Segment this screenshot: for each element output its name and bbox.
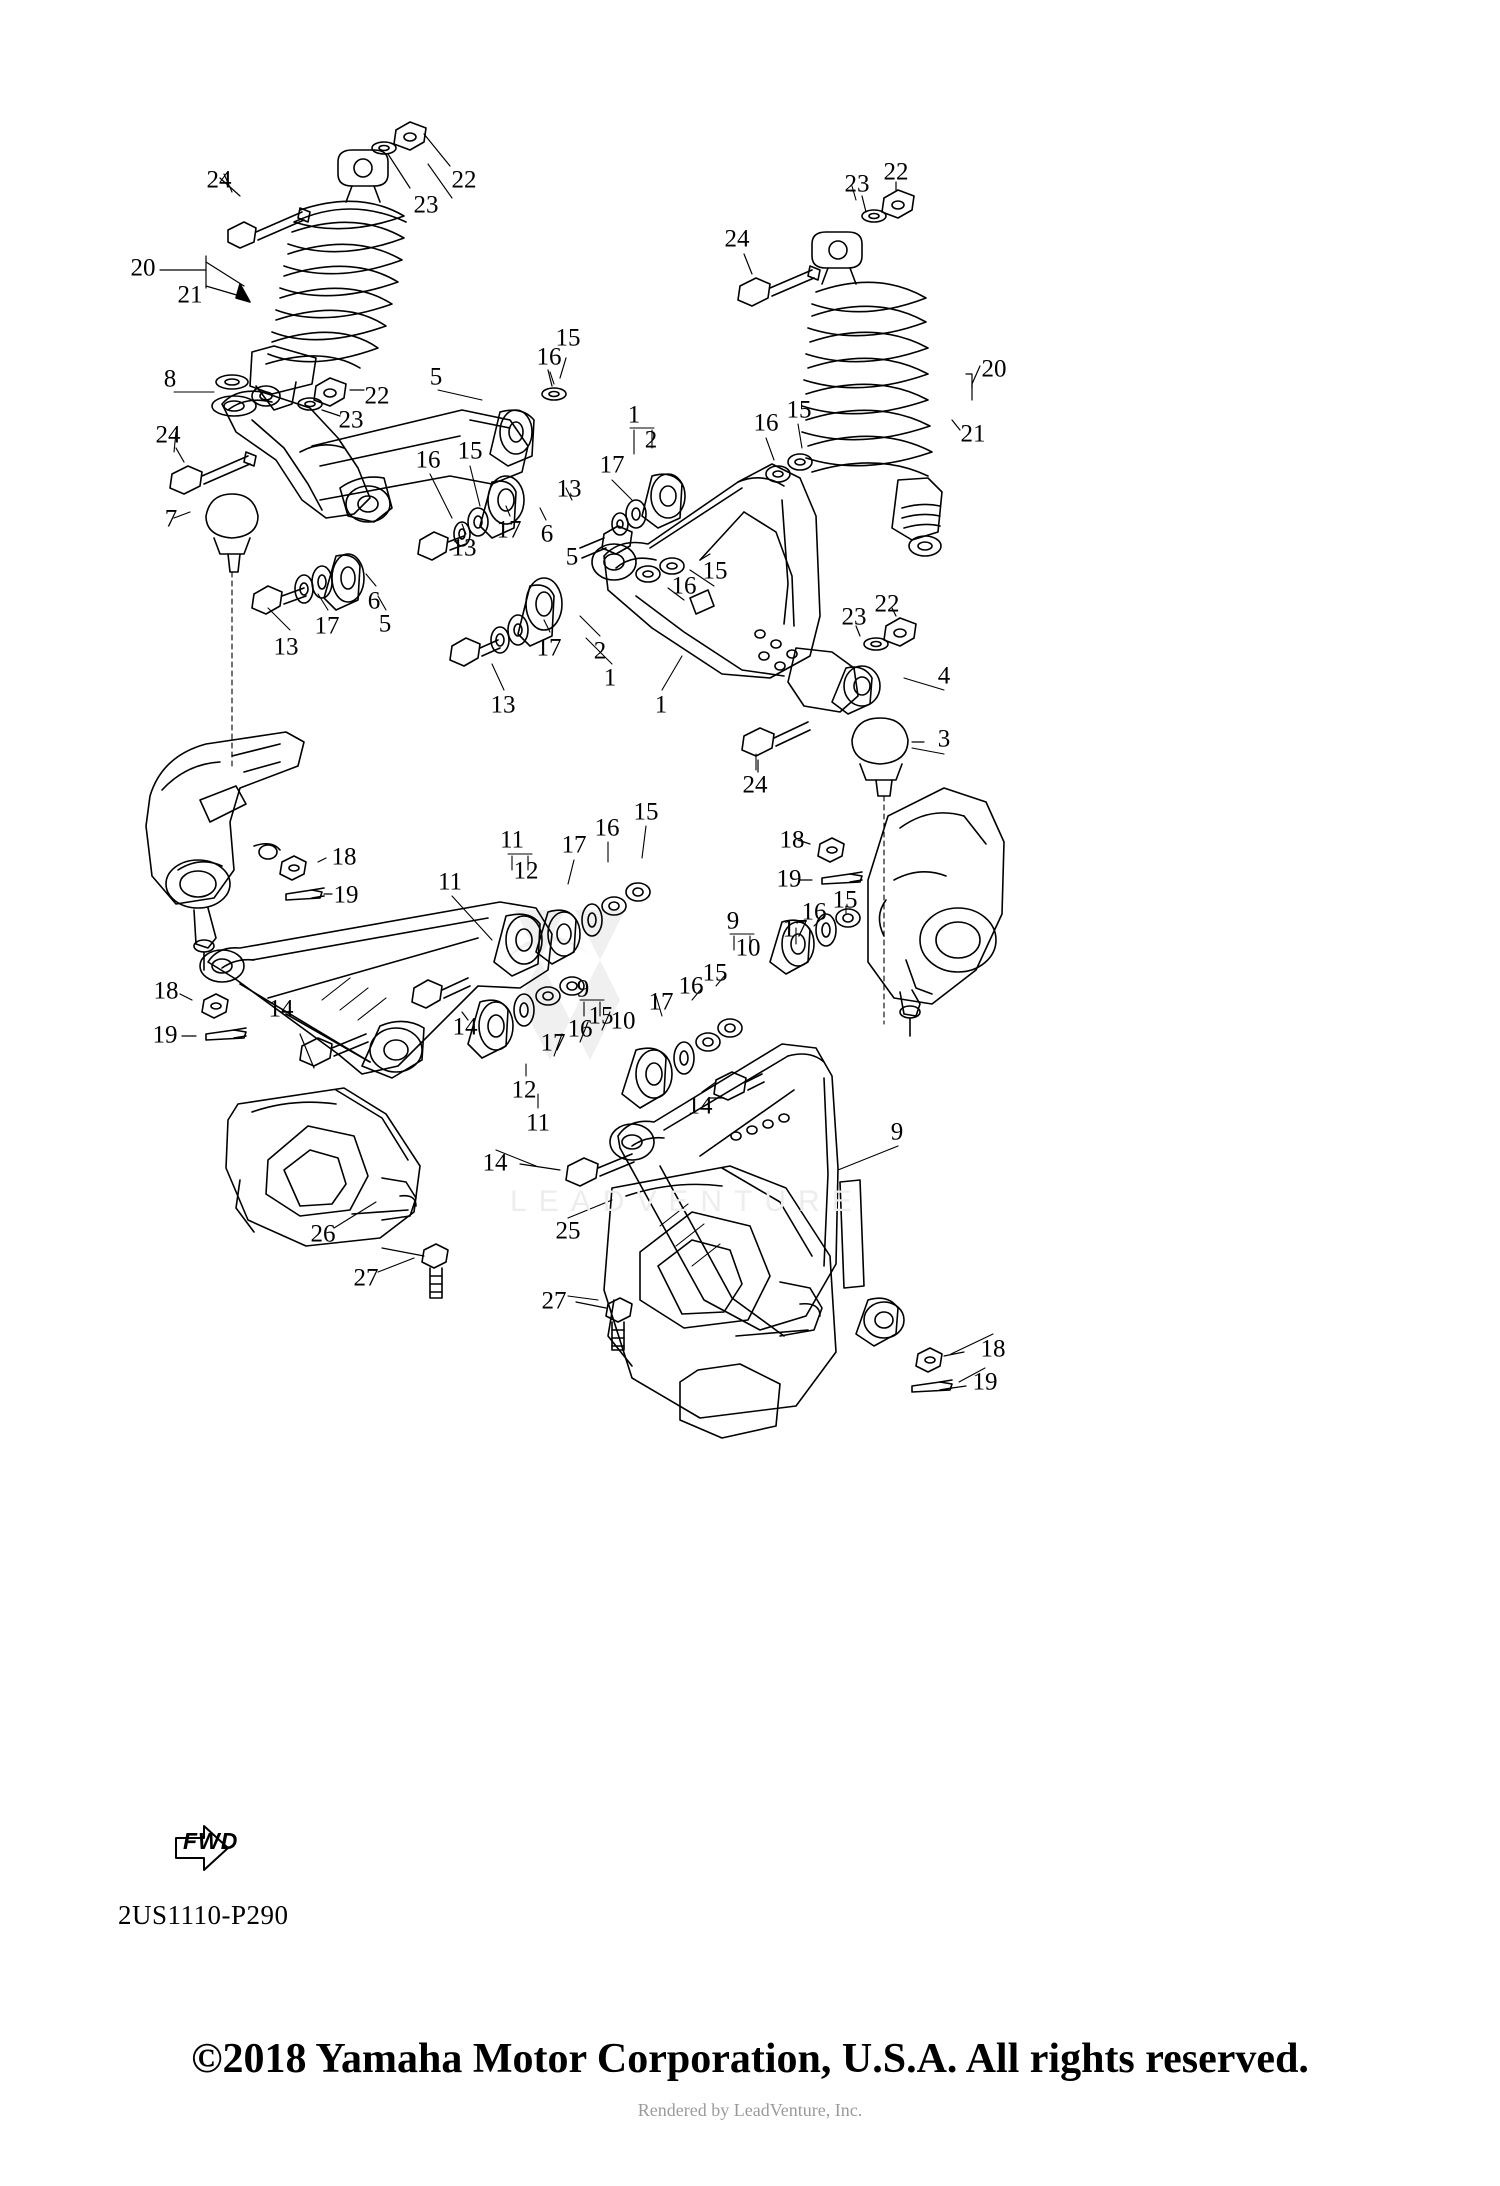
bolt-27-left [382, 1244, 448, 1298]
ball-joint-3-right [852, 718, 924, 976]
callout-number[interactable]: 16 [536, 343, 562, 371]
callout-number[interactable]: 6 [367, 587, 381, 615]
callout-number[interactable]: 14 [452, 1013, 478, 1041]
callout-number[interactable]: 17 [536, 634, 562, 662]
callout-number[interactable]: 17 [648, 988, 674, 1016]
callout-number[interactable]: 15 [786, 396, 812, 424]
callout-number[interactable]: 24 [724, 225, 750, 253]
callout-number[interactable]: 18 [153, 977, 179, 1005]
callout-number[interactable]: 10 [735, 934, 761, 962]
callout-number[interactable]: 16 [801, 898, 827, 926]
left-shock-absorber [160, 150, 406, 410]
nut-22-washer-23-right [862, 182, 914, 222]
callout-number[interactable]: 23 [844, 170, 870, 198]
callout-number[interactable]: 27 [353, 1264, 379, 1292]
bolt-24-right [738, 254, 820, 306]
callout-number[interactable]: 5 [378, 610, 392, 638]
callout-number[interactable]: 11 [525, 1109, 551, 1137]
callout-number[interactable]: 15 [457, 437, 483, 465]
callout-number[interactable]: 24 [742, 771, 768, 799]
callout-number[interactable]: 22 [364, 382, 390, 410]
diagram-part-number: 2US1110-P290 [118, 1900, 289, 1930]
callout-number[interactable]: 17 [496, 516, 522, 544]
callout-number[interactable]: 20 [130, 254, 156, 282]
bolt-24-left [220, 178, 310, 248]
callout-number[interactable]: 15 [588, 1002, 614, 1030]
callout-number[interactable]: 15 [555, 324, 581, 352]
left-steering-knuckle [146, 732, 304, 970]
callout-number[interactable]: 18 [779, 826, 805, 854]
callout-number[interactable]: 16 [678, 972, 704, 1000]
callout-number[interactable]: 8 [163, 365, 177, 393]
callout-number[interactable]: 14 [687, 1092, 713, 1120]
nut-18-cotter-19-left-lower [180, 994, 246, 1040]
bushing-cluster-left-lower [252, 554, 364, 614]
nut-18-cotter-19-right-lower [912, 1348, 966, 1392]
callout-number[interactable]: 23 [841, 603, 867, 631]
callout-number[interactable]: 15 [633, 798, 659, 826]
callout-number[interactable]: 2 [644, 426, 658, 454]
callout-number[interactable]: 12 [511, 1076, 537, 1104]
callout-number[interactable]: 21 [177, 281, 203, 309]
callout-number[interactable]: 13 [556, 475, 582, 503]
callout-number[interactable]: 17 [599, 451, 625, 479]
callout-number[interactable]: 24 [206, 166, 232, 194]
callout-number[interactable]: 3 [937, 725, 951, 753]
callout-number[interactable]: 15 [832, 886, 858, 914]
callout-number[interactable]: 14 [268, 995, 294, 1023]
callout-number[interactable]: 22 [874, 590, 900, 618]
callout-number[interactable]: 5 [429, 363, 443, 391]
callout-number[interactable]: 16 [415, 446, 441, 474]
rendered-by-notice: Rendered by LeadVenture, Inc. [637, 2100, 863, 2120]
callout-number[interactable]: 5 [565, 543, 579, 571]
right-a-arm-guard [604, 1166, 836, 1438]
callout-number[interactable]: 23 [338, 406, 364, 434]
callout-number[interactable]: 17 [782, 915, 808, 943]
nut-18-cotter-19-right-knuckle [798, 838, 862, 884]
callout-number[interactable]: 1 [654, 691, 668, 719]
bolt-24-right-lower [742, 722, 810, 772]
callout-number[interactable]: 11 [499, 826, 525, 854]
bolt-27-right [576, 1298, 632, 1350]
upper-right-control-arm [592, 464, 880, 714]
callout-number[interactable]: 4 [937, 662, 951, 690]
callout-number[interactable]: 20 [981, 355, 1007, 383]
right-shock-absorber [802, 232, 980, 556]
callout-number[interactable]: 13 [451, 534, 477, 562]
callout-number[interactable]: 16 [671, 572, 697, 600]
callout-number[interactable]: 16 [753, 409, 779, 437]
bolt-14-right-b [520, 1154, 634, 1186]
callout-number[interactable]: 22 [883, 158, 909, 186]
callout-number[interactable]: 24 [155, 421, 181, 449]
callout-number[interactable]: 11 [437, 868, 463, 896]
callout-number[interactable]: 9 [890, 1118, 904, 1146]
callout-number[interactable]: 19 [333, 881, 359, 909]
callout-number[interactable]: 23 [413, 191, 439, 219]
bolt-24-midleft [170, 448, 256, 494]
callout-number[interactable]: 17 [540, 1029, 566, 1057]
callout-number[interactable]: 19 [776, 865, 802, 893]
callout-number[interactable]: 12 [513, 857, 539, 885]
callout-number[interactable]: 21 [960, 420, 986, 448]
callout-number[interactable]: 15 [702, 557, 728, 585]
lower-left-a-arm [200, 902, 552, 1078]
ball-joint-7-left [174, 375, 258, 768]
callout-number[interactable]: 26 [310, 1220, 336, 1248]
callout-number[interactable]: 1 [603, 664, 617, 692]
callout-number[interactable]: 17 [561, 831, 587, 859]
callout-number[interactable]: 16 [567, 1015, 593, 1043]
callout-number[interactable]: 9 [726, 907, 740, 935]
callout-number[interactable]: 19 [152, 1021, 178, 1049]
callout-number[interactable]: 27 [541, 1287, 567, 1315]
callout-number[interactable]: 16 [594, 814, 620, 842]
callout-number[interactable]: 1 [627, 401, 641, 429]
callout-number[interactable]: 19 [972, 1368, 998, 1396]
callout-number[interactable]: 9 [576, 975, 590, 1003]
callout-number[interactable]: 14 [482, 1149, 508, 1177]
callout-number[interactable]: 18 [331, 843, 357, 871]
callout-number[interactable]: 13 [490, 691, 516, 719]
right-steering-knuckle [868, 788, 1004, 1036]
callout-number[interactable]: 7 [164, 505, 178, 533]
callout-number[interactable]: 22 [451, 166, 477, 194]
nut-18-cotter-19-left-knuckle [280, 856, 332, 900]
fwd-direction-label: FWD [183, 1828, 239, 1854]
callout-number[interactable]: 2 [593, 637, 607, 665]
watermark-text: LEADVENTURE [510, 1185, 864, 1218]
callout-number[interactable]: 10 [610, 1007, 636, 1035]
callout-number[interactable]: 18 [980, 1335, 1006, 1363]
callout-number[interactable]: 6 [540, 520, 554, 548]
callout-number[interactable]: 13 [273, 633, 299, 661]
copyright-notice: ©2018 Yamaha Motor Corporation, U.S.A. All rights reserved. [191, 2036, 1309, 2082]
callout-number[interactable]: 25 [555, 1217, 581, 1245]
callout-number[interactable]: 15 [702, 959, 728, 987]
callout-number[interactable]: 17 [314, 612, 340, 640]
